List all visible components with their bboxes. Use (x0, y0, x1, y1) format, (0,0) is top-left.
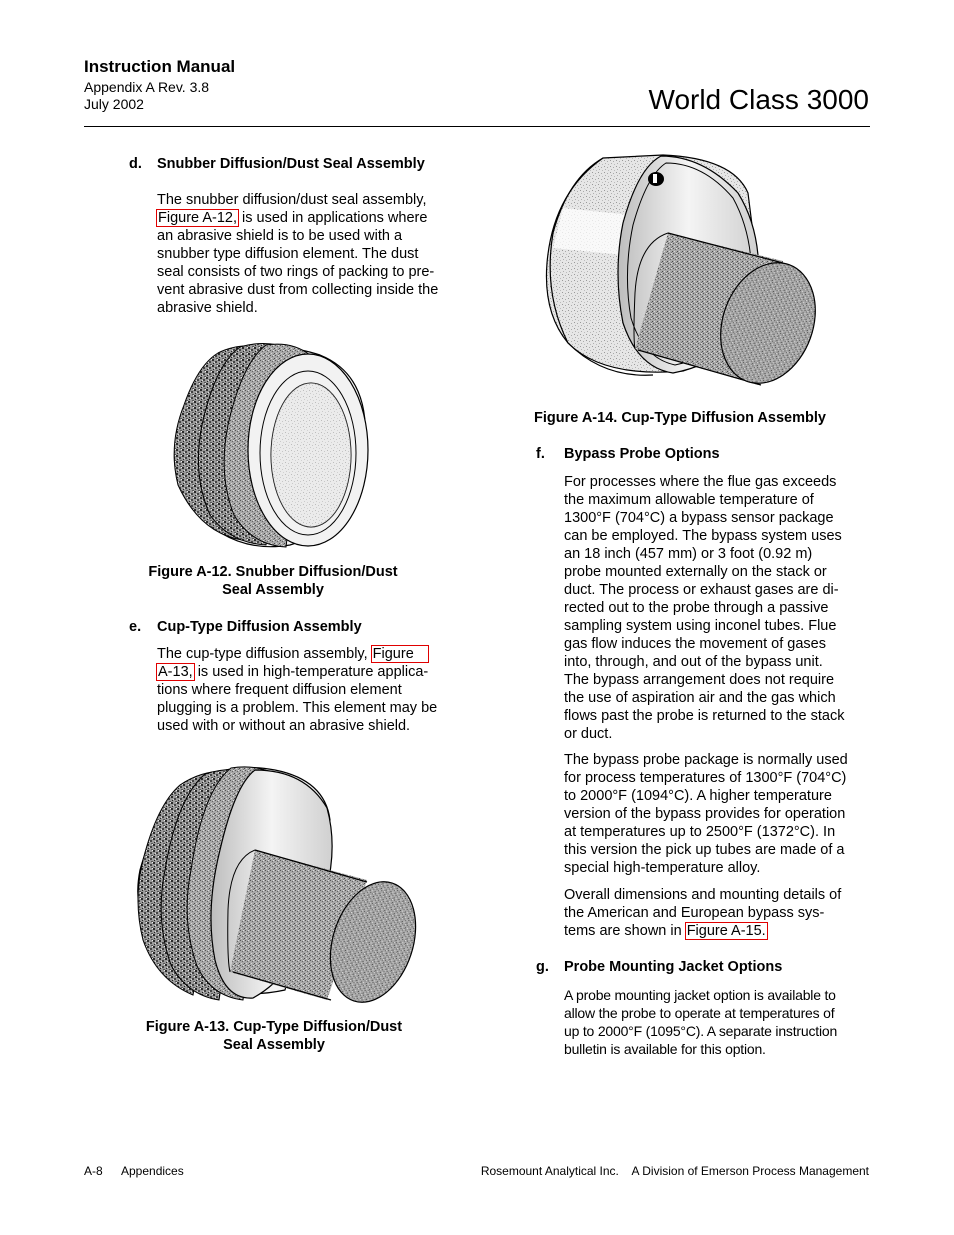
section-d-line-5: seal consists of two rings of packing to pre- (157, 264, 435, 280)
section-d-line-4: snubber type diffusion element. The dust (157, 246, 419, 262)
section-f-p2-line: to 2000°F (1094°C). A higher temperature (564, 788, 832, 804)
section-d-line-1: The snubber diffusion/dust seal assembly, (157, 192, 427, 208)
section-f-p3-line: Overall dimensions and mounting details of (564, 887, 842, 903)
section-f-p2-line: for process temperatures of 1300°F (704°C) (564, 770, 847, 786)
section-f-p1-line: duct. The process or exhaust gases are di- (564, 582, 839, 598)
section-e-line-4: plugging is a problem. This element may be (157, 700, 438, 716)
figure-a14-illustration (543, 153, 823, 393)
header-rule (84, 126, 870, 127)
section-f-paragraph-2 (564, 751, 874, 877)
section-f-paragraph-1 (564, 473, 874, 743)
section-f-heading: Bypass Probe Options (564, 446, 720, 462)
section-f-p1-line: The bypass arrangement does not require (564, 672, 835, 688)
section-e-heading: Cup-Type Diffusion Assembly (157, 619, 362, 635)
section-d-line-2 (157, 209, 467, 227)
section-e-body (157, 645, 472, 735)
section-d-line-6: vent abrasive dust from collecting inside the (157, 282, 439, 298)
footer-page-number: A-8 (84, 1164, 103, 1178)
figure-a12-illustration (170, 335, 370, 550)
footer-section: Appendices (121, 1164, 184, 1178)
section-d-line-7: abrasive shield. (157, 300, 258, 316)
section-f-p1-line: 1300°F (704°C) a bypass sensor package (564, 510, 834, 526)
section-f-p1-line: the use of aspiration air and the gas which (564, 690, 836, 706)
section-g-line: A probe mounting jacket option is available to (564, 987, 836, 1003)
section-f-p1-line: or duct. (564, 726, 613, 742)
section-f-p1-line: an 18 inch (457 mm) or 3 foot (0.92 m) (564, 546, 813, 562)
figure-a12-caption-line-1: Figure A-12. Snubber Diffusion/Dust (148, 564, 398, 580)
section-g-letter: g. (536, 959, 549, 975)
section-f-paragraph-3 (564, 886, 874, 940)
figure-a13-illustration (135, 760, 420, 1005)
section-f-p2-line: this version the pick up tubes are made of a (564, 842, 845, 858)
section-f-p1-line: probe mounted externally on the stack or (564, 564, 827, 580)
section-e-line-2 (157, 663, 472, 681)
section-f-p3-last-text: tems are shown in (564, 923, 686, 939)
section-f-letter: f. (536, 446, 545, 462)
section-f-p2-line: special high-temperature alloy. (564, 860, 761, 876)
figure-a15-link[interactable]: Figure A-15. (686, 923, 766, 939)
section-d-line-3: an abrasive shield is to be used with a (157, 228, 403, 244)
section-e-line-1 (157, 645, 472, 663)
section-g-heading: Probe Mounting Jacket Options (564, 959, 783, 975)
section-f-p2-line: at temperatures up to 2500°F (1372°C). In (564, 824, 836, 840)
section-f-p1-line: sampling system using inconel tubes. Flue (564, 618, 837, 634)
figure-a12-caption-line-2: Seal Assembly (222, 582, 324, 598)
figure-a14-caption: Figure A-14. Cup-Type Diffusion Assembly (534, 410, 826, 426)
section-f-p1-line: the maximum allowable temperature of (564, 492, 814, 508)
section-f-p1-line: can be employed. The bypass system uses (564, 528, 842, 544)
section-e-line-3: tions where frequent diffusion element (157, 682, 402, 698)
section-g-line: up to 2000°F (1095°C). A separate instruction (564, 1023, 838, 1039)
publication-date: July 2002 (84, 96, 144, 112)
section-d-body (157, 191, 467, 317)
figure-a13-caption (118, 1018, 430, 1054)
section-d-letter: d. (129, 156, 142, 172)
product-title: World Class 3000 (648, 84, 869, 115)
section-f-p1-line: flows past the probe is returned to the stack (564, 708, 845, 724)
section-e-line-5: used with or without an abrasive shield. (157, 718, 411, 734)
section-f-p3-line: the American and European bypass sys- (564, 905, 825, 921)
figure-a12-link[interactable]: Figure A-12, (158, 210, 237, 226)
figure-a12-caption (120, 563, 426, 599)
section-g-line: allow the probe to operate at temperatures of (564, 1005, 835, 1021)
section-f-p2-line: version of the bypass provides for operation (564, 806, 846, 822)
section-e-letter: e. (129, 619, 142, 635)
section-f-p1-line: gas flow induces the movement of gases (564, 636, 826, 652)
footer-company: Rosemount Analytical Inc. A Division of Emerson Process Management (480, 1164, 869, 1178)
figure-a13-link-part1[interactable]: Figure (372, 646, 428, 662)
section-f-p2-line: The bypass probe package is normally used (564, 752, 848, 768)
section-g-body (564, 986, 874, 1058)
figure-a13-caption-line-2: Seal Assembly (223, 1037, 325, 1053)
section-d-line-2-text: is used in applications where (238, 210, 428, 226)
section-f-p1-line: For processes where the flue gas exceeds (564, 474, 837, 490)
figure-a13-caption-line-1: Figure A-13. Cup-Type Diffusion/Dust (145, 1019, 403, 1035)
section-e-line-1-text: The cup-type diffusion assembly, (157, 646, 372, 662)
section-d-heading: Snubber Diffusion/Dust Seal Assembly (157, 156, 425, 172)
section-f-p1-line: rected out to the probe through a passive (564, 600, 829, 616)
figure-a13-link-part2[interactable]: A-13, (158, 664, 193, 680)
section-f-p3-line (564, 922, 874, 940)
section-f-p1-line: into, through, and out of the bypass unit. (564, 654, 823, 670)
section-e-line-2-text: is used in high-temperature applica- (193, 664, 429, 680)
appendix-revision: Appendix A Rev. 3.8 (84, 79, 210, 95)
section-g-line: bulletin is available for this option. (564, 1041, 766, 1057)
manual-title: Instruction Manual (84, 57, 236, 76)
